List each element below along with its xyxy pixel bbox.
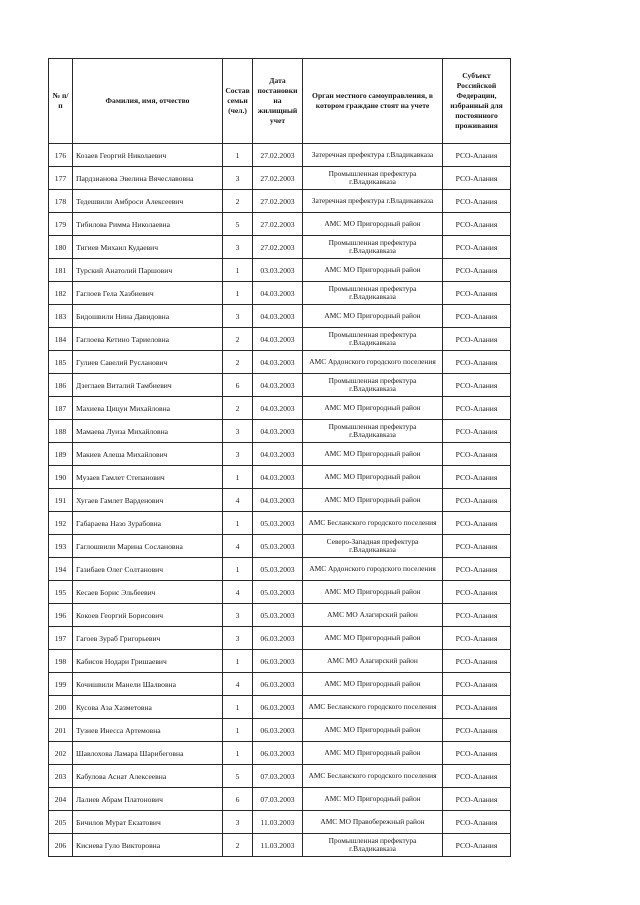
cell-subject: РСО-Алания: [443, 788, 511, 811]
cell-date: 04.03.2003: [253, 328, 303, 351]
cell-num: 205: [49, 811, 73, 834]
table-row: [49, 351, 511, 374]
table-row: [49, 581, 511, 604]
cell-name: Кисиева Гуло Викторовна: [73, 834, 223, 857]
cell-subject: РСО-Алания: [443, 374, 511, 397]
cell-name: Макиев Алеша Михайлович: [73, 443, 223, 466]
cell-date: 04.03.2003: [253, 351, 303, 374]
cell-members: 3: [223, 167, 253, 190]
cell-members: 1: [223, 650, 253, 673]
cell-organ: Северо-Западная префектура г.Владикавказа: [303, 535, 443, 558]
cell-date: 05.03.2003: [253, 604, 303, 627]
cell-date: 27.02.2003: [253, 190, 303, 213]
cell-subject: РСО-Алания: [443, 236, 511, 259]
cell-organ: АМС Бесланского городского поселения: [303, 512, 443, 535]
cell-members: 1: [223, 742, 253, 765]
cell-num: 182: [49, 282, 73, 305]
cell-members: 1: [223, 282, 253, 305]
cell-num: 177: [49, 167, 73, 190]
cell-name: Дзеглаев Виталий Тамбиевич: [73, 374, 223, 397]
table-header-row: [49, 59, 511, 144]
cell-num: 195: [49, 581, 73, 604]
cell-name: Хугаев Гамлет Варденович: [73, 489, 223, 512]
cell-num: 197: [49, 627, 73, 650]
cell-organ: Промышленная префектура г.Владикавказа: [303, 328, 443, 351]
cell-date: 06.03.2003: [253, 719, 303, 742]
cell-name: Кочишвили Манели Шалвовна: [73, 673, 223, 696]
cell-date: 27.02.2003: [253, 144, 303, 167]
cell-subject: РСО-Алания: [443, 558, 511, 581]
cell-name: Газибаев Олег Солтанович: [73, 558, 223, 581]
cell-members: 2: [223, 351, 253, 374]
cell-num: 181: [49, 259, 73, 282]
cell-members: 1: [223, 512, 253, 535]
cell-members: 3: [223, 420, 253, 443]
table-row: [49, 466, 511, 489]
cell-name: Музаев Гамлет Степанович: [73, 466, 223, 489]
housing-registry-table: [48, 58, 511, 857]
cell-members: 3: [223, 305, 253, 328]
cell-members: 3: [223, 811, 253, 834]
cell-subject: РСО-Алания: [443, 650, 511, 673]
cell-num: 196: [49, 604, 73, 627]
cell-subject: РСО-Алания: [443, 213, 511, 236]
cell-members: 2: [223, 328, 253, 351]
cell-organ: АМС МО Пригородный район: [303, 305, 443, 328]
cell-organ: АМС Бесланского городского поселения: [303, 765, 443, 788]
cell-members: 2: [223, 834, 253, 857]
cell-date: 04.03.2003: [253, 282, 303, 305]
cell-num: 204: [49, 788, 73, 811]
table-row: [49, 558, 511, 581]
cell-organ: АМС Ардонского городского поселения: [303, 351, 443, 374]
cell-num: 188: [49, 420, 73, 443]
cell-organ: АМС МО Пригородный район: [303, 443, 443, 466]
cell-date: 04.03.2003: [253, 374, 303, 397]
cell-subject: РСО-Алания: [443, 673, 511, 696]
table-row: [49, 535, 511, 558]
cell-name: Мамаева Луиза Михайловна: [73, 420, 223, 443]
cell-organ: АМС МО Пригородный район: [303, 788, 443, 811]
cell-name: Кусова Аза Хазметовна: [73, 696, 223, 719]
cell-num: 203: [49, 765, 73, 788]
header-name: Фамилия, имя, отчество: [73, 59, 223, 144]
cell-name: Кокоев Георгий Борисович: [73, 604, 223, 627]
cell-subject: РСО-Алания: [443, 282, 511, 305]
cell-subject: РСО-Алания: [443, 535, 511, 558]
cell-num: 183: [49, 305, 73, 328]
cell-name: Тедешвили Амброси Алексеевич: [73, 190, 223, 213]
cell-name: Махиева Цицуи Михайловна: [73, 397, 223, 420]
cell-subject: РСО-Алания: [443, 466, 511, 489]
table-row: [49, 650, 511, 673]
table-row: [49, 443, 511, 466]
header-num: № п/п: [49, 59, 73, 144]
cell-subject: РСО-Алания: [443, 397, 511, 420]
cell-subject: РСО-Алания: [443, 489, 511, 512]
cell-organ: Промышленная префектура г.Владикавказа: [303, 167, 443, 190]
cell-subject: РСО-Алания: [443, 328, 511, 351]
cell-members: 4: [223, 673, 253, 696]
table-row: [49, 673, 511, 696]
cell-name: Шавлохова Ламара Шарибеговна: [73, 742, 223, 765]
cell-num: 198: [49, 650, 73, 673]
cell-subject: РСО-Алания: [443, 742, 511, 765]
cell-name: Пардзианова Эвелина Вячеславовна: [73, 167, 223, 190]
cell-subject: РСО-Алания: [443, 811, 511, 834]
header-organ: Орган местного самоуправления, в котором граждане стоят на учете: [303, 59, 443, 144]
cell-members: 3: [223, 443, 253, 466]
cell-name: Козаев Георгий Николаевич: [73, 144, 223, 167]
cell-date: 05.03.2003: [253, 535, 303, 558]
table-row: [49, 604, 511, 627]
header-subject: Субъект Российской Федерации, избранный для постоянного проживания: [443, 59, 511, 144]
table-row: [49, 144, 511, 167]
cell-name: Габараева Назо Зурабовна: [73, 512, 223, 535]
cell-members: 4: [223, 581, 253, 604]
cell-subject: РСО-Алания: [443, 696, 511, 719]
table-row: [49, 420, 511, 443]
cell-organ: Затеречная префектура г.Владикавказа: [303, 190, 443, 213]
cell-num: 199: [49, 673, 73, 696]
cell-subject: РСО-Алания: [443, 604, 511, 627]
cell-subject: РСО-Алания: [443, 765, 511, 788]
cell-organ: Промышленная префектура г.Владикавказа: [303, 236, 443, 259]
cell-name: Гаглошвили Марина Сослановна: [73, 535, 223, 558]
cell-date: 11.03.2003: [253, 811, 303, 834]
cell-organ: АМС МО Пригородный район: [303, 719, 443, 742]
cell-name: Бичилов Мурат Екзатович: [73, 811, 223, 834]
cell-name: Гулиев Савелий Русланович: [73, 351, 223, 374]
table-row: [49, 742, 511, 765]
table-row: [49, 328, 511, 351]
cell-members: 1: [223, 719, 253, 742]
cell-date: 06.03.2003: [253, 742, 303, 765]
cell-date: 03.03.2003: [253, 259, 303, 282]
cell-date: 07.03.2003: [253, 765, 303, 788]
cell-organ: Затеречная префектура г.Владикавказа: [303, 144, 443, 167]
cell-num: 194: [49, 558, 73, 581]
cell-name: Гаглоев Гела Хазбиевич: [73, 282, 223, 305]
cell-organ: АМС МО Правобережный район: [303, 811, 443, 834]
cell-subject: РСО-Алания: [443, 443, 511, 466]
table-row: [49, 282, 511, 305]
table-row: [49, 236, 511, 259]
cell-num: 193: [49, 535, 73, 558]
cell-members: 6: [223, 788, 253, 811]
cell-organ: АМС МО Пригородный район: [303, 581, 443, 604]
cell-date: 27.02.2003: [253, 167, 303, 190]
header-members: Состав семьи (чел.): [223, 59, 253, 144]
cell-date: 05.03.2003: [253, 581, 303, 604]
table-row: [49, 259, 511, 282]
cell-members: 1: [223, 466, 253, 489]
cell-num: 206: [49, 834, 73, 857]
cell-subject: РСО-Алания: [443, 305, 511, 328]
cell-num: 191: [49, 489, 73, 512]
cell-num: 180: [49, 236, 73, 259]
cell-members: 4: [223, 489, 253, 512]
cell-subject: РСО-Алания: [443, 719, 511, 742]
cell-num: 184: [49, 328, 73, 351]
cell-num: 179: [49, 213, 73, 236]
cell-members: 1: [223, 558, 253, 581]
cell-date: 04.03.2003: [253, 466, 303, 489]
cell-num: 189: [49, 443, 73, 466]
table-row: [49, 374, 511, 397]
table-row: [49, 719, 511, 742]
cell-organ: Промышленная префектура г.Владикавказа: [303, 420, 443, 443]
cell-num: 200: [49, 696, 73, 719]
cell-date: 04.03.2003: [253, 443, 303, 466]
cell-organ: АМС МО Пригородный район: [303, 397, 443, 420]
cell-organ: Промышленная префектура г.Владикавказа: [303, 834, 443, 857]
cell-members: 3: [223, 627, 253, 650]
document-page: [48, 58, 510, 857]
cell-members: 1: [223, 144, 253, 167]
cell-name: Кабулова Аснат Алексеевна: [73, 765, 223, 788]
table-row: [49, 765, 511, 788]
cell-date: 04.03.2003: [253, 305, 303, 328]
cell-num: 178: [49, 190, 73, 213]
cell-date: 06.03.2003: [253, 627, 303, 650]
cell-num: 201: [49, 719, 73, 742]
table-row: [49, 627, 511, 650]
cell-subject: РСО-Алания: [443, 190, 511, 213]
cell-subject: РСО-Алания: [443, 167, 511, 190]
cell-organ: АМС МО Алагирский район: [303, 650, 443, 673]
cell-subject: РСО-Алания: [443, 512, 511, 535]
cell-name: Лалиев Абрам Платонович: [73, 788, 223, 811]
cell-date: 06.03.2003: [253, 650, 303, 673]
table-row: [49, 834, 511, 857]
cell-name: Тигиев Михаил Кудаевич: [73, 236, 223, 259]
table-row: [49, 512, 511, 535]
cell-members: 5: [223, 213, 253, 236]
cell-members: 6: [223, 374, 253, 397]
cell-date: 04.03.2003: [253, 420, 303, 443]
cell-members: 2: [223, 190, 253, 213]
table-row: [49, 696, 511, 719]
cell-num: 186: [49, 374, 73, 397]
cell-members: 1: [223, 259, 253, 282]
table-row: [49, 489, 511, 512]
cell-date: 05.03.2003: [253, 558, 303, 581]
cell-members: 3: [223, 604, 253, 627]
cell-subject: РСО-Алания: [443, 259, 511, 282]
cell-organ: АМС МО Пригородный район: [303, 466, 443, 489]
cell-members: 4: [223, 535, 253, 558]
cell-date: 04.03.2003: [253, 397, 303, 420]
cell-name: Кесаев Борис Эльбеевич: [73, 581, 223, 604]
cell-date: 27.02.2003: [253, 236, 303, 259]
cell-subject: РСО-Алания: [443, 627, 511, 650]
cell-organ: Промышленная префектура г.Владикавказа: [303, 282, 443, 305]
cell-organ: АМС МО Пригородный район: [303, 627, 443, 650]
cell-organ: Промышленная префектура г.Владикавказа: [303, 374, 443, 397]
cell-date: 11.03.2003: [253, 834, 303, 857]
cell-members: 2: [223, 397, 253, 420]
table-row: [49, 190, 511, 213]
cell-name: Кабисов Нодари Гришаевич: [73, 650, 223, 673]
cell-num: 187: [49, 397, 73, 420]
cell-date: 05.03.2003: [253, 512, 303, 535]
table-row: [49, 305, 511, 328]
table-row: [49, 397, 511, 420]
cell-organ: АМС Ардонского городского поселения: [303, 558, 443, 581]
cell-num: 185: [49, 351, 73, 374]
table-row: [49, 167, 511, 190]
cell-date: 06.03.2003: [253, 696, 303, 719]
cell-num: 202: [49, 742, 73, 765]
cell-name: Гагоев Зураб Григорьевич: [73, 627, 223, 650]
cell-organ: АМС МО Пригородный район: [303, 213, 443, 236]
cell-name: Турский Анатолий Паршович: [73, 259, 223, 282]
cell-members: 3: [223, 236, 253, 259]
header-date: Дата постановки на жилищный учет: [253, 59, 303, 144]
cell-num: 190: [49, 466, 73, 489]
cell-date: 06.03.2003: [253, 673, 303, 696]
cell-name: Тузиев Инесса Артемовна: [73, 719, 223, 742]
cell-subject: РСО-Алания: [443, 581, 511, 604]
cell-name: Тибилова Римма Николаевна: [73, 213, 223, 236]
cell-organ: АМС Бесланского городского поселения: [303, 696, 443, 719]
cell-num: 192: [49, 512, 73, 535]
cell-members: 1: [223, 696, 253, 719]
cell-organ: АМС МО Пригородный район: [303, 259, 443, 282]
cell-name: Гаглоева Кетино Тариеловна: [73, 328, 223, 351]
table-row: [49, 788, 511, 811]
cell-num: 176: [49, 144, 73, 167]
table-row: [49, 811, 511, 834]
cell-subject: РСО-Алания: [443, 834, 511, 857]
cell-subject: РСО-Алания: [443, 420, 511, 443]
cell-organ: АМС МО Пригородный район: [303, 673, 443, 696]
cell-members: 5: [223, 765, 253, 788]
cell-date: 04.03.2003: [253, 489, 303, 512]
cell-date: 27.02.2003: [253, 213, 303, 236]
cell-organ: АМС МО Пригородный район: [303, 742, 443, 765]
table-row: [49, 213, 511, 236]
cell-organ: АМС МО Пригородный район: [303, 489, 443, 512]
cell-name: Бидошвили Нина Давидовна: [73, 305, 223, 328]
cell-subject: РСО-Алания: [443, 351, 511, 374]
cell-date: 07.03.2003: [253, 788, 303, 811]
cell-organ: АМС МО Алагирский район: [303, 604, 443, 627]
cell-subject: РСО-Алания: [443, 144, 511, 167]
